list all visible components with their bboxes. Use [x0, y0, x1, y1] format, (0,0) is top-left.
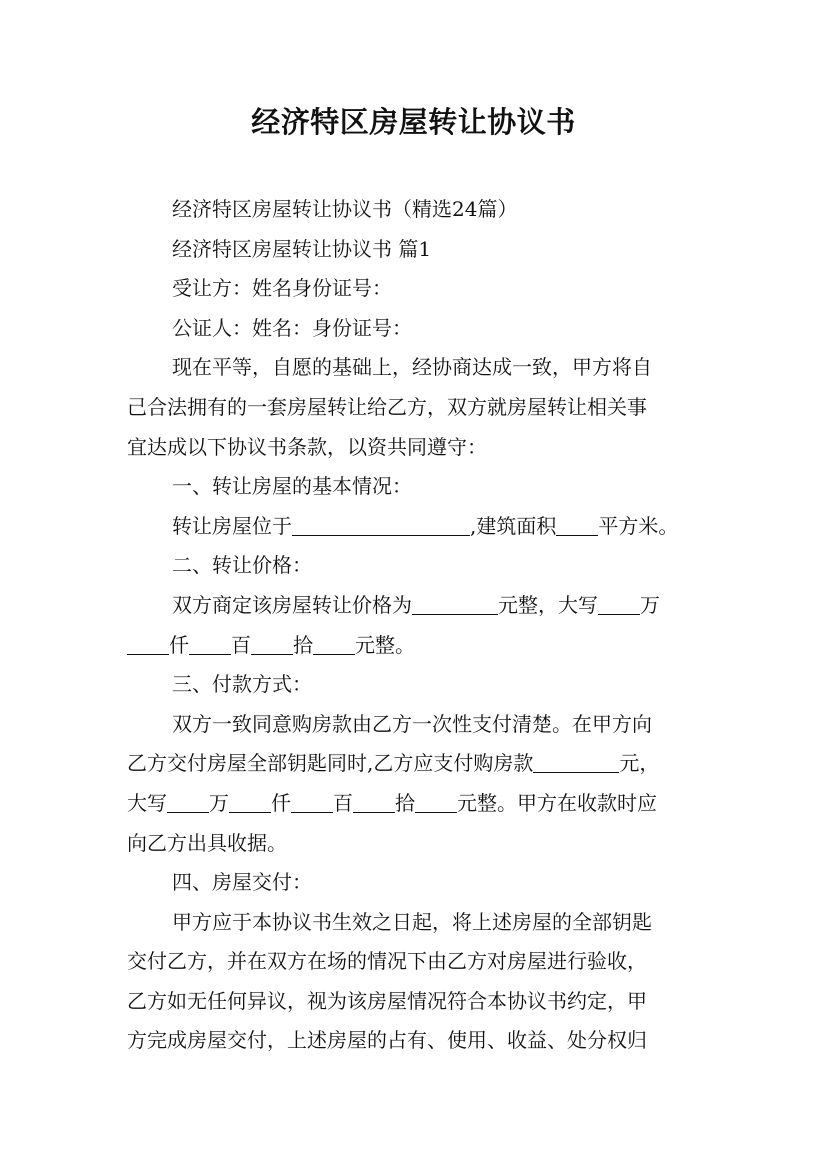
payment-text-4: 向乙方出具收据。 — [127, 830, 287, 855]
payment-qian-blank — [229, 790, 271, 813]
payment-line-1 — [127, 705, 712, 745]
price-yuan-blank — [313, 632, 355, 655]
payment-shi-unit: 拾 — [395, 790, 415, 815]
section-heading-line — [127, 230, 712, 270]
location-blank — [292, 513, 470, 536]
payment-wan-blank — [167, 790, 209, 813]
payment-line-2 — [127, 744, 712, 784]
price-wan-blank — [598, 592, 640, 615]
price-bai-blank — [189, 632, 231, 655]
price-line-1 — [127, 586, 712, 626]
price-bai-unit: 百 — [231, 632, 251, 657]
price-line-2 — [127, 626, 712, 666]
area-blank — [556, 513, 598, 536]
preamble-line-2 — [127, 388, 712, 428]
price-capital-label: 元整，大写 — [498, 592, 598, 617]
area-unit: 平方米。 — [598, 513, 679, 538]
delivery-text-1: 甲方应于本协议书生效之日起，将上述房屋的全部钥匙 — [172, 909, 652, 934]
clause-3-heading — [127, 665, 712, 705]
delivery-text-3: 乙方如无任何异议，视为该房屋情况符合本协议书约定，甲 — [127, 988, 647, 1013]
price-shi-unit: 拾 — [293, 632, 313, 657]
notary-line — [127, 309, 712, 349]
payment-wan-unit: 万 — [209, 790, 229, 815]
delivery-line-1 — [127, 903, 712, 943]
clause-4-heading — [127, 863, 712, 903]
delivery-text-4: 方完成房屋交付，上述房屋的占有、使用、收益、处分权归 — [127, 1028, 647, 1053]
clause-3-heading-text: 三、付款方式： — [172, 672, 312, 697]
clause-2-heading — [127, 546, 712, 586]
price-wan-unit: 万 — [640, 592, 660, 617]
payment-yuan-blank — [415, 790, 457, 813]
clause-4-heading-text: 四、房屋交付： — [172, 870, 312, 895]
delivery-line-3 — [127, 982, 712, 1022]
payment-qian-unit: 仟 — [271, 790, 291, 815]
payment-shi-blank — [353, 790, 395, 813]
payment-line-4 — [127, 824, 712, 864]
payment-bai-blank — [291, 790, 333, 813]
document-body — [127, 190, 712, 1061]
notary-text: 公证人：姓名：身份证号： — [172, 315, 412, 340]
section-heading-text: 经济特区房屋转让协议书 篇1 — [172, 236, 432, 261]
payment-bai-unit: 百 — [333, 790, 353, 815]
payment-capital-label: 大写 — [127, 790, 167, 815]
price-blank — [412, 592, 498, 615]
clause-1-location-line — [127, 507, 712, 547]
clause-2-heading-text: 二、转让价格： — [172, 553, 312, 578]
payment-line-3 — [127, 784, 712, 824]
location-label: 转让房屋位于 — [172, 513, 292, 538]
price-shi-blank — [251, 632, 293, 655]
clause-1-heading-text: 一、转让房屋的基本情况： — [172, 474, 412, 499]
subtitle-text: 经济特区房屋转让协议书（精选24篇） — [172, 197, 518, 221]
clause-1-heading — [127, 467, 712, 507]
delivery-line-4 — [127, 1021, 712, 1061]
payment-text-2: 乙方交付房屋全部钥匙同时,乙方应支付购房款 — [127, 751, 534, 776]
price-yuan-unit: 元整。 — [355, 632, 415, 657]
subtitle-line — [127, 190, 712, 230]
price-qian-blank — [127, 632, 169, 655]
preamble-line-3 — [127, 428, 712, 468]
preamble-text-3: 宜达成以下协议书条款，以资共同遵守： — [127, 434, 487, 459]
price-label: 双方商定该房屋转让价格为 — [172, 592, 412, 617]
preamble-text-2: 己合法拥有的一套房屋转让给乙方，双方就房屋转让相关事 — [127, 394, 647, 419]
payment-amount-blank — [533, 750, 619, 773]
price-qian-unit: 仟 — [169, 632, 189, 657]
delivery-text-2: 交付乙方，并在双方在场的情况下由乙方对房屋进行验收， — [127, 949, 647, 974]
transferee-text: 受让方：姓名身份证号： — [172, 276, 392, 301]
payment-text-3: 元整。甲方在收款时应 — [457, 790, 657, 815]
payment-text-1: 双方一致同意购房款由乙方一次性支付清楚。在甲方向 — [172, 711, 652, 736]
transferee-line — [127, 269, 712, 309]
payment-yuan-label: 元， — [619, 751, 660, 776]
preamble-text-1: 现在平等，自愿的基础上，经协商达成一致，甲方将自 — [172, 355, 652, 380]
preamble-line-1 — [127, 348, 712, 388]
delivery-line-2 — [127, 942, 712, 982]
area-label: ,建筑面积 — [470, 513, 557, 538]
document-title: 经济特区房屋转让协议书 — [251, 105, 576, 139]
